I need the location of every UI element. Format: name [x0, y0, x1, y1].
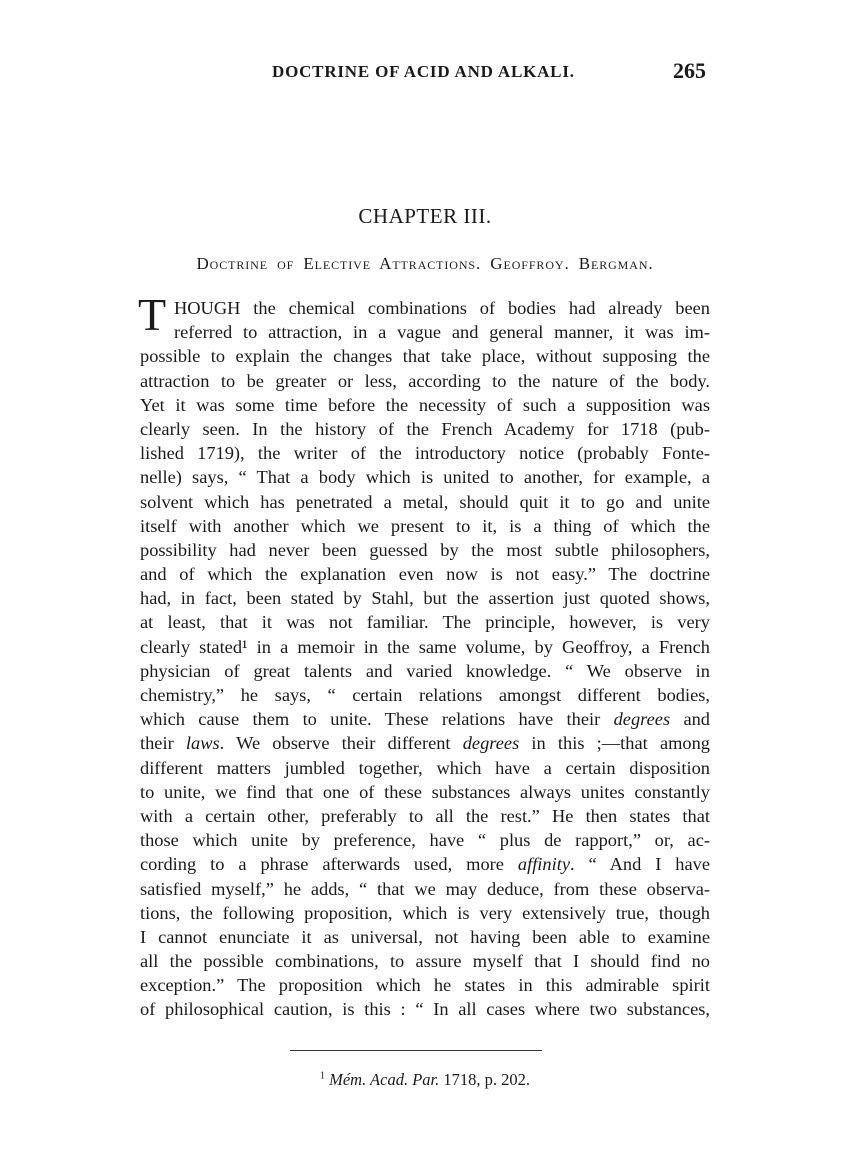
page-number: 265	[673, 58, 706, 83]
body-line: clearly stated¹ in a memoir in the same volume, by Geoffroy, a French	[140, 636, 710, 657]
body-line: physician of great talents and varied knowledge. “ We observe in	[140, 660, 710, 681]
body-line: satisfied myself,” he adds, “ that we may deduce, from these observa-	[140, 878, 710, 899]
body-line: attraction to be greater or less, according to the nature of the body.	[140, 370, 710, 391]
body-line: and of which the explanation even now is not easy.” The doctrine	[140, 564, 710, 585]
body-line: with a certain other, preferably to all the rest.” He then states that	[140, 805, 710, 826]
body-line: referred to attraction, in a vague and general manner, it was im-	[174, 322, 710, 343]
body-line: of philosophical caution, is this : “ In all cases where two substances,	[140, 999, 710, 1020]
footnote-text: Mém. Acad. Par. 1718, p. 202.	[329, 1070, 530, 1089]
footnote	[0, 1070, 850, 1090]
body-line: to unite, we find that one of these substances always unites constantly	[140, 781, 710, 802]
chapter-title: CHAPTER III.	[358, 204, 492, 228]
body-line: clearly seen. In the history of the French Academy for 1718 (pub-	[140, 418, 710, 439]
body-line: exception.” The proposition which he states in this admirable spirit	[140, 975, 710, 996]
running-head	[0, 58, 850, 88]
body-line: had, in fact, been stated by Stahl, but the assertion just quoted shows,	[140, 588, 710, 609]
body-line: which cause them to unite. These relations have their degrees and	[140, 709, 710, 730]
body-line: lished 1719), the writer of the introductory notice (probably Fonte-	[140, 443, 710, 464]
body-line: solvent which has penetrated a metal, should quit it to go and unite	[140, 491, 710, 512]
body-text	[138, 289, 710, 1022]
body-line: tions, the following proposition, which is very extensively true, though	[140, 902, 710, 923]
body-line: T HOUGH the chemical combinations of bodies had already been	[138, 289, 710, 340]
body-line: possible to explain the changes that take place, without supposing the	[140, 346, 710, 367]
body-line: I cannot enunciate it as universal, not having been able to examine	[140, 926, 710, 947]
body-line: their laws. We observe their different degrees in this ;—that among	[140, 733, 710, 754]
body-line: all the possible combinations, to assure myself that I should find no	[140, 951, 710, 972]
body-line: Yet it was some time before the necessity of such a supposition was	[140, 394, 710, 415]
footnote-marker: 1	[319, 1070, 325, 1082]
body-line: possibility had never been guessed by the most subtle philosophers,	[140, 539, 710, 560]
body-line: chemistry,” he says, “ certain relations amongst different bodies,	[140, 685, 710, 705]
body-line: cording to a phrase afterwards used, more affinity. “ And I have	[140, 854, 710, 875]
drop-cap: T	[138, 289, 167, 340]
body-line: at least, that it was not familiar. The principle, however, is very	[140, 612, 710, 633]
running-title: DOCTRINE OF ACID AND ALKALI.	[272, 62, 575, 81]
body-line: those which unite by preference, have “ plus de rapport,” or, ac-	[140, 830, 710, 851]
chapter-subtitle: Doctrine of Elective Attractions. Geoffroy. Bergman.	[196, 254, 654, 273]
footnote-divider	[290, 1050, 542, 1051]
body-line: nelle) says, “ That a body which is united to another, for example, a	[140, 467, 710, 488]
body-line: itself with another which we present to it, is a thing of which the	[140, 515, 710, 536]
body-line: different matters jumbled together, which have a certain disposition	[140, 757, 710, 778]
